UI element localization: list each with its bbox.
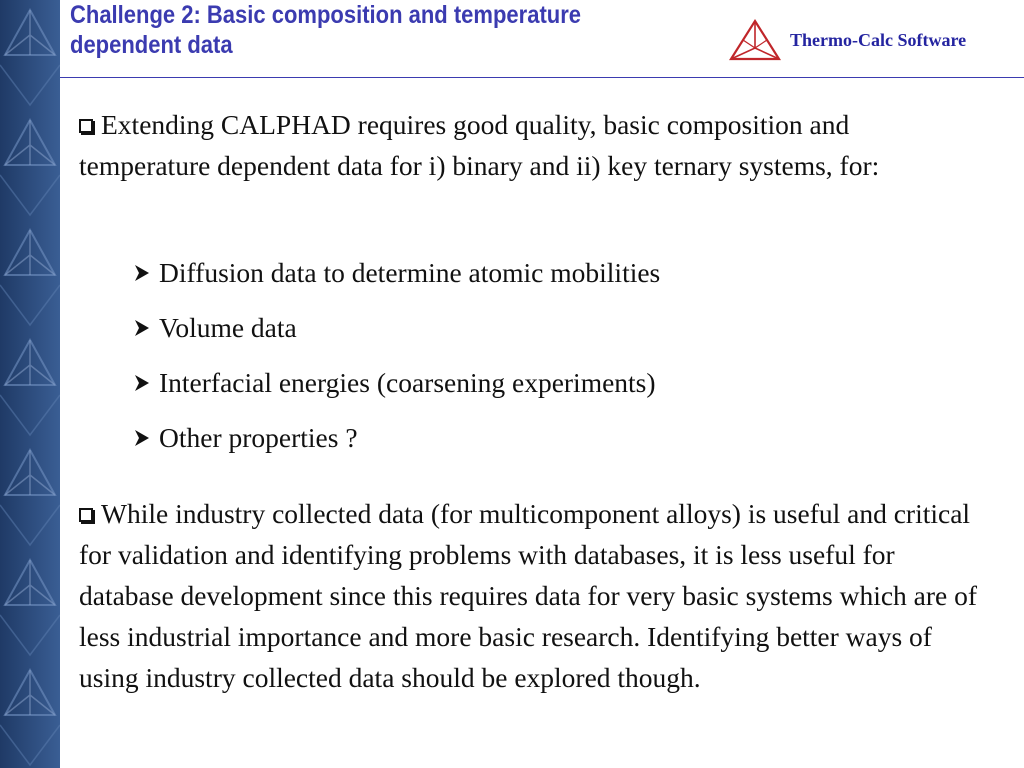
logo-text: Thermo-Calc Software (790, 29, 967, 50)
paragraph-2-text: While industry collected data (for multicomponent alloys) is useful and critical for validation and identifying problems with databases, it is less useful for database development since this requires data for very basic systems which are of less industrial importance and more basic research. Identifying better ways of using industry collected data should be explored though. (79, 498, 978, 693)
list-item (133, 355, 660, 410)
sidebar-pattern-icon (0, 0, 60, 768)
list-item-text: Volume data (159, 312, 297, 343)
thermo-calc-logo (728, 17, 1018, 63)
title-line-1: Challenge 2: Basic composition and temperature (70, 1, 582, 29)
paragraph-1-text: Extending CALPHAD requires good quality, basic composition and temperature dependent data for i) binary and ii) key ternary systems, for: (79, 109, 880, 181)
arrow-bullet-icon (133, 355, 151, 410)
paragraph-2 (79, 493, 979, 698)
arrow-bullet-icon (133, 300, 151, 355)
triangle-logo-icon (728, 18, 782, 62)
arrow-bullet-icon (133, 245, 151, 300)
sub-bullet-list (133, 245, 660, 465)
arrow-bullet-icon (133, 410, 151, 465)
title-divider (60, 77, 1024, 78)
square-bullet-icon (79, 508, 93, 522)
list-item-text: Diffusion data to determine atomic mobilities (159, 257, 661, 288)
title-line-2: dependent data (70, 31, 233, 59)
list-item-text: Other properties ? (159, 422, 358, 453)
list-item (133, 410, 660, 465)
list-item (133, 300, 660, 355)
paragraph-1 (79, 104, 979, 186)
square-bullet-icon (79, 119, 93, 133)
decorative-sidebar (0, 0, 60, 768)
list-item-text: Interfacial energies (coarsening experiments) (159, 367, 656, 398)
list-item (133, 245, 660, 300)
page-title (70, 0, 651, 60)
